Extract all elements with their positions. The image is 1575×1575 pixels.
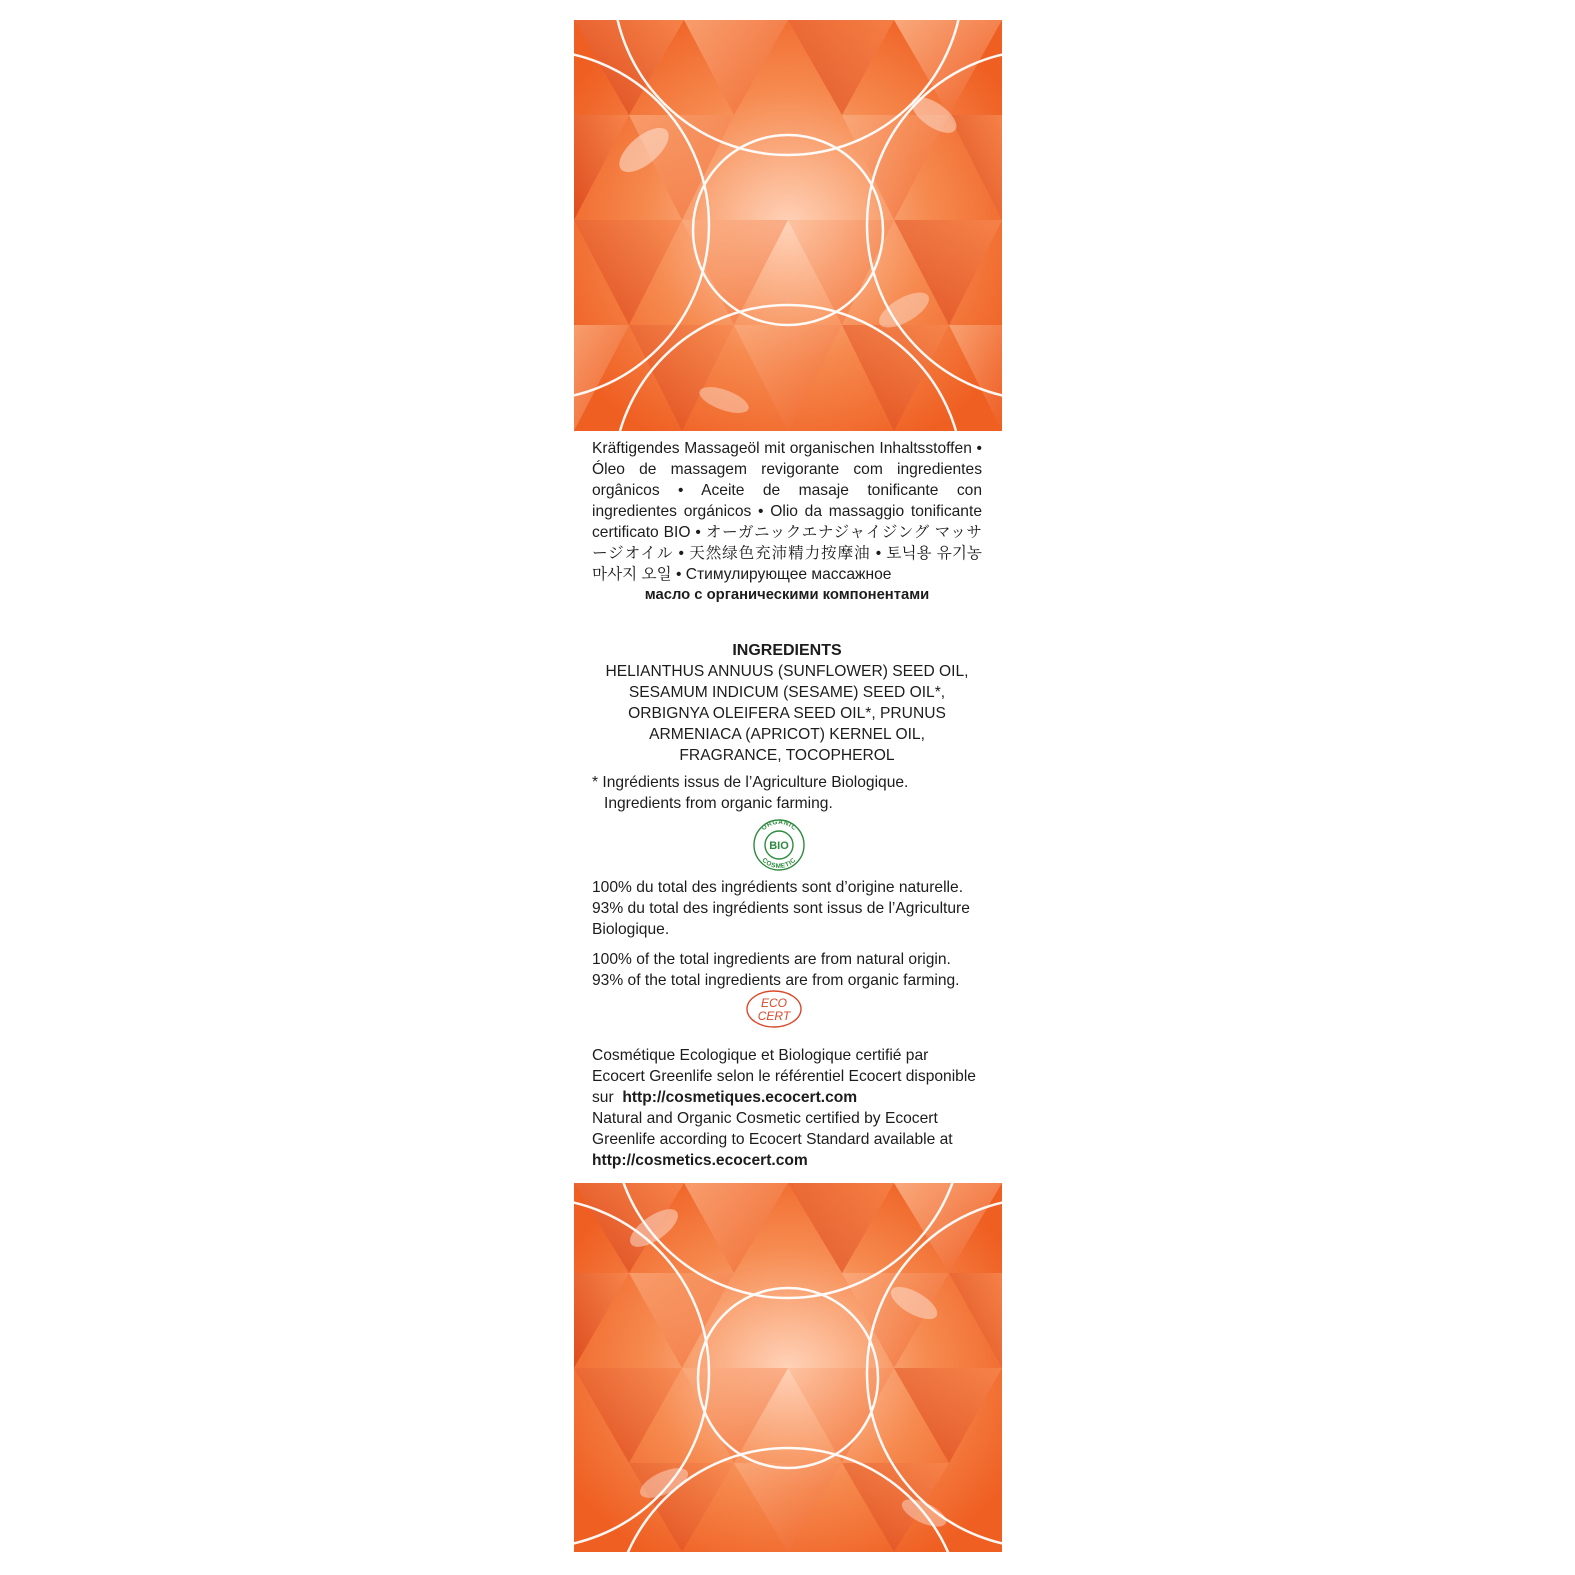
- ecocert-link-en[interactable]: http://cosmetics.ecocert.com: [592, 1152, 808, 1169]
- decorative-pattern-top: [574, 20, 1002, 431]
- multilingual-description: Kräftigendes Massageöl mit organischen Inhaltsstoffen • Óleo de massagem revigorante com ingredientes orgânicos • Aceite de masaje tonificante con ingredientes orgánicos • Olio da massaggio tonificante certificato BIO • オーガニックエナジャイジング マッサージオイル • 天然绿色充沛精力按摩油 • 토닉용 유기농 마사지 오일 • Стимулирующее массажное: [592, 440, 982, 583]
- bio-logo-top-text: ORGANIC: [760, 818, 798, 833]
- description-last-line: масло с органическими компонентами: [644, 587, 930, 603]
- bio-logo-center-text: BIO: [769, 840, 789, 852]
- organic-note-fr: * Ingrédients issus de l’Agriculture Biologique.: [592, 774, 909, 791]
- certification-text-fr: Cosmétique Ecologique et Biologique certifié par Ecocert Greenlife selon le référentiel Ecocert disponible sur: [592, 1047, 976, 1106]
- organic-note-en: Ingredients from organic farming.: [604, 795, 833, 812]
- ecocert-logo-line2: CERT: [757, 1009, 791, 1023]
- origin-text-en: 100% of the total ingredients are from natural origin. 93% of the total ingredients are from organic farming.: [592, 951, 960, 989]
- organic-note: [592, 772, 982, 814]
- ingredients-list: HELIANTHUS ANNUUS (SUNFLOWER) SEED OIL, SESAMUM INDICUM (SESAME) SEED OIL*, ORBIGNYA OLEIFERA SEED OIL*, PRUNUS ARMENIACA (APRICOT) KERNEL OIL, FRAGRANCE, TOCOPHEROL: [605, 663, 969, 764]
- ecocert-logo: [744, 988, 806, 1030]
- ingredients-heading: INGREDIENTS: [732, 642, 842, 659]
- ecocert-link-fr[interactable]: http://cosmetiques.ecocert.com: [622, 1089, 858, 1106]
- cosmebio-logo: [750, 818, 808, 872]
- ecocert-logo-line1: ECO: [760, 996, 788, 1010]
- certification-statement: [592, 1045, 982, 1171]
- origin-statement-fr: [592, 877, 982, 940]
- bio-logo-bottom-text: COSMETIC: [760, 856, 798, 871]
- product-description: [592, 438, 982, 606]
- product-label: [574, 20, 1002, 1552]
- decorative-pattern-bottom: [574, 1183, 1002, 1552]
- origin-statement-en: [592, 949, 982, 991]
- ingredients-section: [592, 640, 982, 766]
- certification-text-en: Natural and Organic Cosmetic certified by Ecocert Greenlife according to Ecocert Standard available at: [592, 1110, 953, 1148]
- origin-text-fr: 100% du total des ingrédients sont d’origine naturelle. 93% du total des ingrédients sont issus de l’Agriculture Biologique.: [592, 879, 970, 938]
